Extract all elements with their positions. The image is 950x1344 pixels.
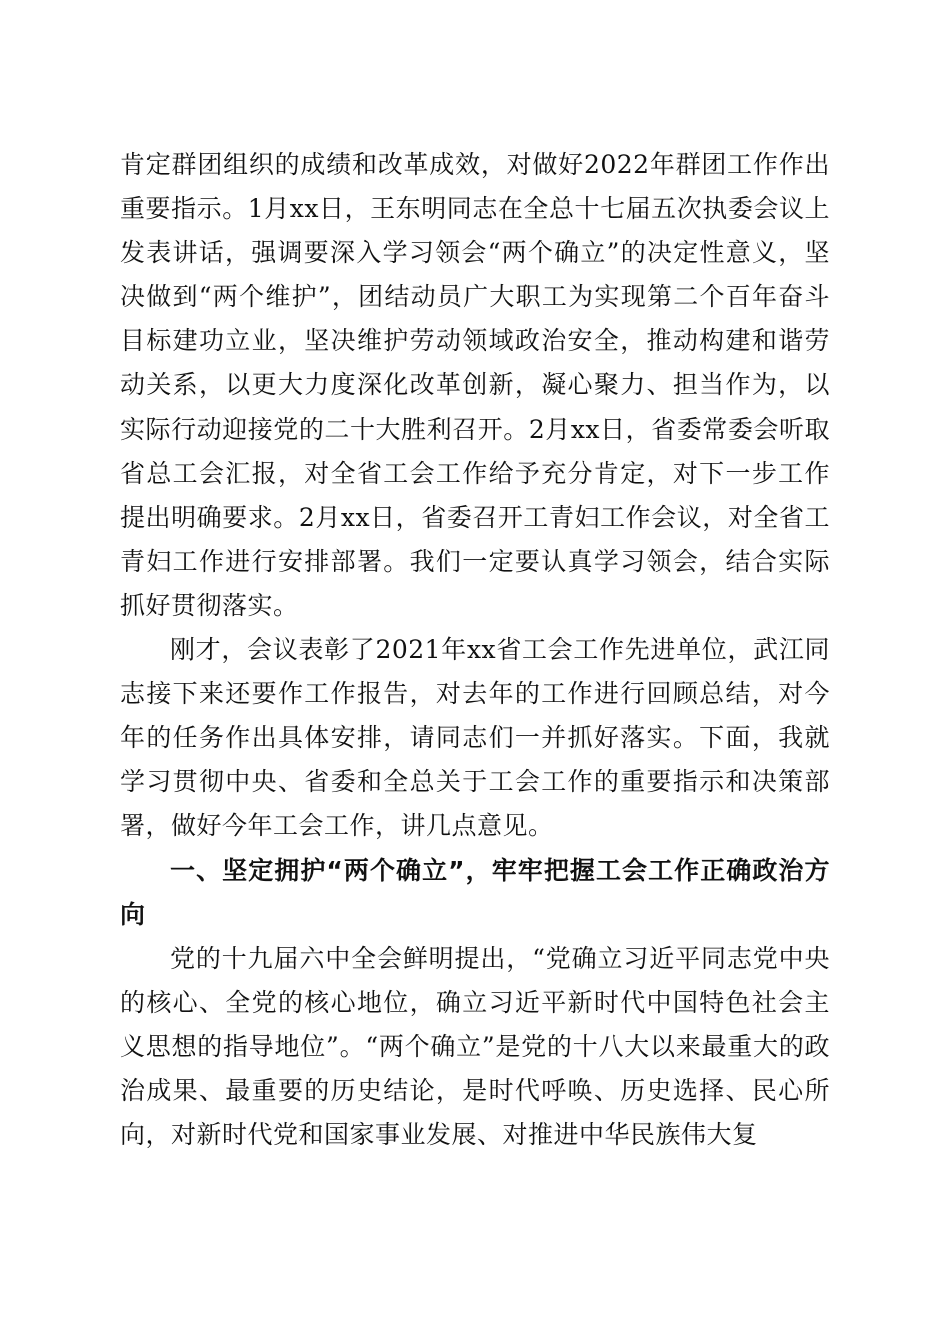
- section-heading-1: 一、坚定拥护“两个确立”，牢牢把握工会工作正确政治方向: [120, 855, 830, 929]
- paragraph-1: 肯定群团组织的成绩和改革成效，对做好2022年群团工作作出重要指示。1月xx日，王东明同志在全总十七届五次执委会议上发表讲话，强调要深入学习领会“两个确立”的决定性意义，坚决做到“两个维护”，团结动员广大职工为实现第二个百年奋斗目标建功立业，坚决维护劳动领域政治安全，推动构建和谐劳动关系，以更大力度深化改革创新，凝心聚力、担当作为，以实际行动迎接党的二十大胜利召开。2月xx日，省委常委会听取省总工会汇报，对全省工会工作给予充分肯定，对下一步工作提出明确要求。2月xx日，省委召开工青妇工作会议，对全省工青妇工作进行安排部署。我们一定要认真学习领会，结合实际抓好贯彻落实。: [120, 150, 830, 620]
- document-body: [120, 143, 830, 1157]
- paragraph-3: 党的十九届六中全会鲜明提出，“党确立习近平同志党中央的核心、全党的核心地位，确立习近平新时代中国特色社会主义思想的指导地位”。“两个确立”是党的十八大以来最重大的政治成果、最重要的历史结论，是时代呼唤、历史选择、民心所向，对新时代党和国家事业发展、对推进中华民族伟大复: [120, 943, 830, 1150]
- paragraph-2: 刚才，会议表彰了2021年xx省工会工作先进单位，武江同志接下来还要作工作报告，对去年的工作进行回顾总结，对今年的任务作出具体安排，请同志们一并抓好落实。下面，我就学习贯彻中央、省委和全总关于工会工作的重要指示和决策部署，做好今年工会工作，讲几点意见。: [120, 635, 830, 841]
